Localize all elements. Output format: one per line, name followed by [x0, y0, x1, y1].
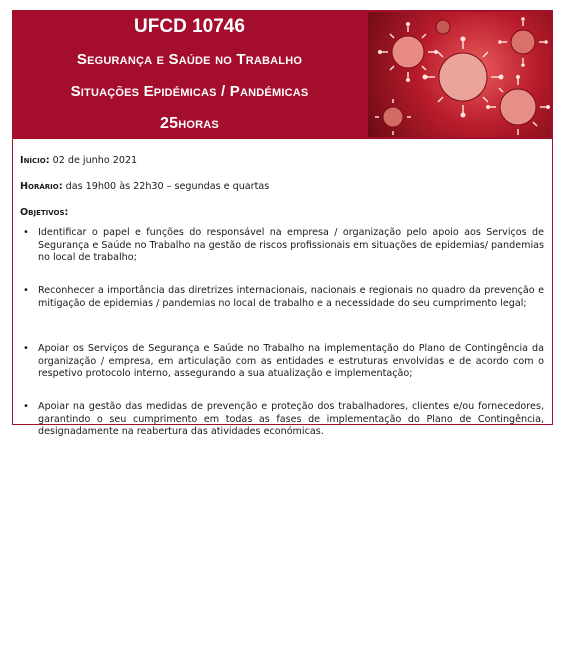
- objective-text: Reconhecer a importância das diretrizes internacionais, nacionais e regionais no quadro da prevenção e mitigação de epidemias / pandemias no local de trabalho e a necessidade do seu cumprimento legal;: [38, 285, 544, 309]
- coronavirus-illustration: [368, 12, 551, 137]
- schedule-value: das 19h00 às 22h30 – segundas e quartas: [62, 181, 270, 192]
- start-date-row: [20, 155, 545, 166]
- objective-text: Apoiar os Serviços de Segurança e Saúde no Trabalho na implementação do Plano de Contingência da organização / empresa, em articulação com as entidades e estruturas envolvidas e de acordo com o respetivo protocolo interno, assegurando a sua atualização e implementação;: [38, 343, 544, 380]
- course-duration: 25horas: [160, 115, 219, 132]
- course-code: UFCD 10746: [134, 16, 245, 37]
- bullet-icon: •: [23, 227, 29, 238]
- objective-text: Apoiar na gestão das medidas de prevenção e proteção dos trabalhadores, clientes e/ou fornecedores, garantindo o seu cumprimento em todas as fases de implementação do Plano de Contingência, designadamente na reabertura das atividades económicas.: [38, 401, 544, 438]
- objectives-heading-row: [20, 207, 545, 218]
- objective-text: Identificar o papel e funções do responsável na empresa / organização pelo apoio aos Serviços de Segurança e Saúde no Trabalho na gestão de riscos profissionais em situações de epidemias/ pandemias no local de trabalho;: [38, 227, 544, 264]
- bullet-icon: •: [23, 285, 29, 296]
- start-date-label: Início:: [20, 155, 50, 166]
- course-card: [12, 10, 553, 438]
- course-title-line-1: Segurança e Saúde no Trabalho: [76, 51, 303, 68]
- schedule-label: Horário:: [20, 181, 63, 192]
- start-date-value: 02 de junho 2021: [49, 155, 138, 166]
- schedule-row: [20, 181, 545, 192]
- bullet-icon: •: [23, 343, 29, 354]
- course-title-block: [13, 11, 366, 139]
- coronavirus-image: [368, 12, 551, 137]
- objectives-heading: Objetivos:: [20, 207, 69, 218]
- bullet-icon: •: [23, 401, 29, 412]
- course-header: [13, 11, 552, 139]
- course-title-line-2: Situações Epidémicas / Pandémicas: [70, 83, 309, 100]
